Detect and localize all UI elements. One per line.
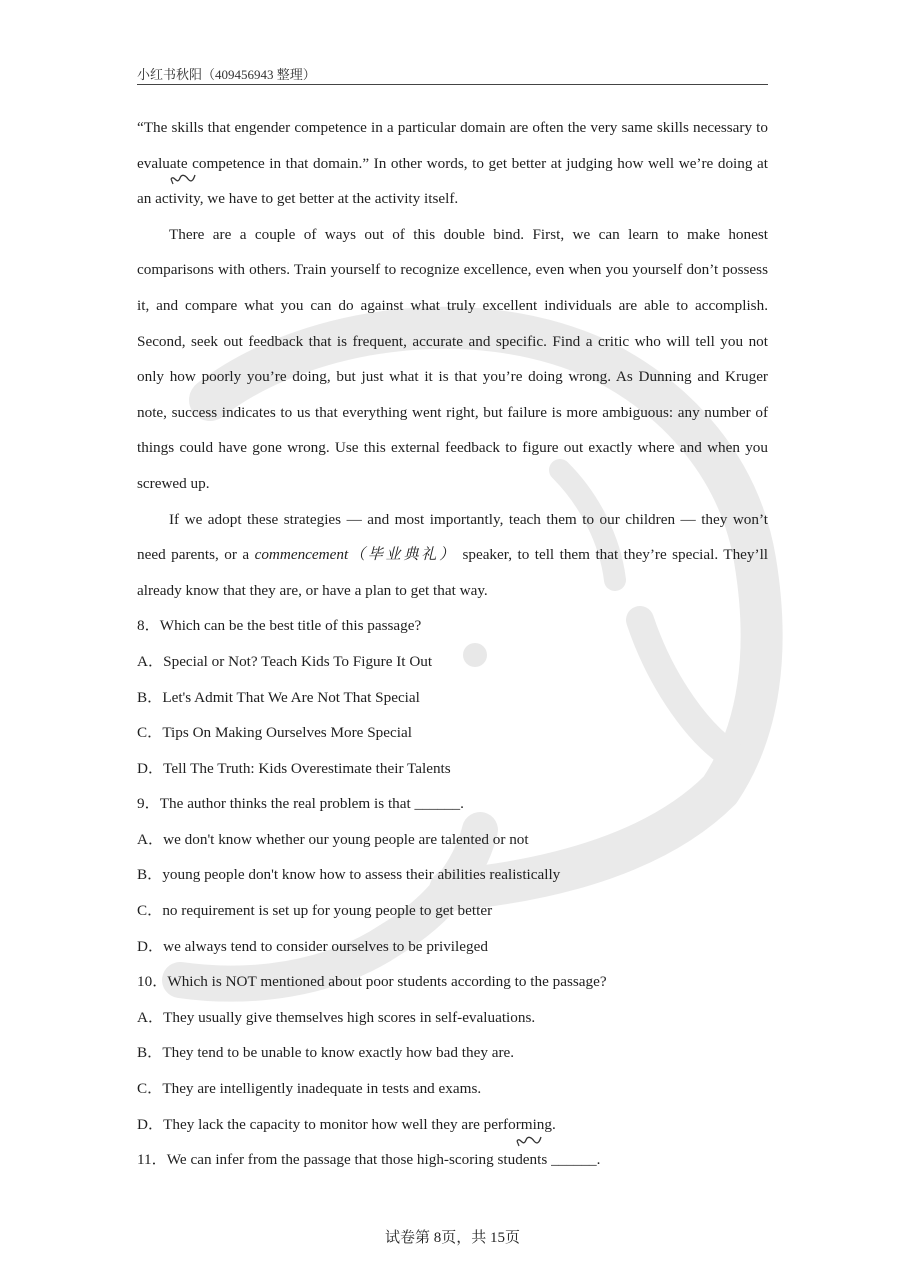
page-footer: 试卷第 8页，共 15页	[384, 1230, 520, 1246]
option-b[interactable]: B．young people don't know how to assess their abilities realistically	[137, 866, 561, 884]
option-c[interactable]: C．no requirement is set up for young people to get better	[137, 902, 493, 920]
option-b[interactable]: B．They tend to be unable to know exactly how bad they are.	[137, 1044, 515, 1062]
question-stem: 8．Which can be the best title of this passage?	[137, 617, 422, 635]
vocab-gloss: （毕业典礼）	[348, 546, 457, 564]
header-divider	[137, 84, 768, 85]
option-a[interactable]: A．They usually give themselves high scores in self-evaluations.	[137, 1008, 536, 1026]
option-d[interactable]: D．Tell The Truth: Kids Overestimate their Talents	[137, 759, 451, 777]
passage-paragraph-1: “The skills that engender competence in a particular domain are often the very same skills necessary to evaluate competence in that domain.” In other words, to get better at judging how well we’re doing at an activity, we have to get better at the activity itself.	[137, 119, 768, 208]
paragraph-3-text-end: speaker, to tell them that they’re special. They’ll already know that they are, or have a plan to get that way.	[137, 546, 769, 599]
option-a[interactable]: A．we don't know whether our young people are talented or not	[137, 830, 529, 848]
option-c[interactable]: C．They are intelligently inadequate in tests and exams.	[137, 1080, 482, 1098]
option-d[interactable]: D．They lack the capacity to monitor how well they are performing.	[137, 1115, 556, 1133]
question-stem: 11．We can infer from the passage that those high-scoring students ______.	[137, 1151, 601, 1169]
question-8	[137, 608, 768, 786]
question-10	[137, 964, 768, 1142]
question-9	[137, 786, 768, 964]
page-header: 小红书秋阳（409456943 整理）	[137, 67, 316, 82]
option-a[interactable]: A．Special or Not? Teach Kids To Figure It Out	[137, 652, 433, 670]
option-d[interactable]: D．we always tend to consider ourselves to be privileged	[137, 937, 488, 955]
option-b[interactable]: B．Let's Admit That We Are Not That Special	[137, 688, 420, 706]
question-stem: 10．Which is NOT mentioned about poor students according to the passage?	[137, 973, 607, 991]
option-c[interactable]: C．Tips On Making Ourselves More Special	[137, 724, 412, 742]
vocab-term: commencement	[254, 546, 349, 564]
passage-paragraph-3	[137, 502, 768, 609]
paragraph-3-text-start: If we adopt these strategies — and most importantly, teach them to our children — they won’t need parents, or a	[137, 510, 768, 564]
question-11	[137, 1142, 768, 1178]
question-stem: 9．The author thinks the real problem is that ______.	[137, 795, 464, 813]
exam-content	[137, 110, 768, 1178]
passage-paragraph-2: There are a couple of ways out of this double bind. First, we can learn to make honest comparisons with others. Train yourself to recognize excellence, even when you yourself don’t possess it, and compare what you can do against what truly excellent individuals are able to accomplish. Second, seek out feedback that is frequent, accurate and specific. Find a critic who will tell you not only how poorly you’re doing, but just what it is that you’re doing wrong. As Dunning and Kruger note, success indicates to us that everything went right, but failure is more ambiguous: any number of things could have gone wrong. Use this external feedback to figure out exactly where and when you screwed up.	[137, 225, 768, 492]
